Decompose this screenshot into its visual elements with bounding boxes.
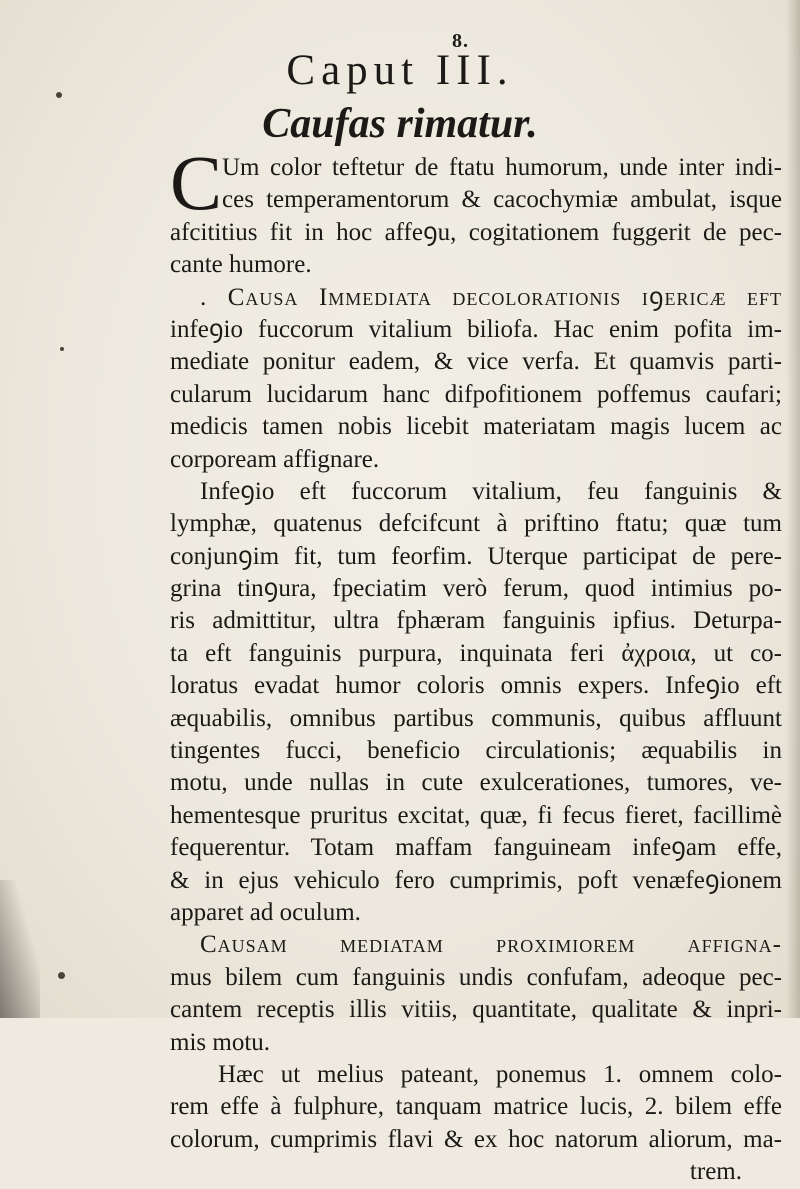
- text-line: Hæc ut melius pateant, ponemus 1. omnem colo-: [218, 1060, 782, 1088]
- paragraph-3: [170, 476, 782, 929]
- paragraph-2: [170, 282, 782, 314]
- page-number: 8.: [452, 30, 469, 52]
- text-line: Infeꝯio eft fuccorum vitalium, feu fanguinis &: [200, 477, 782, 505]
- text-line: tingentes fucci, beneficio circulationis; æquabilis in: [170, 737, 782, 765]
- text-line: conjunꝯim fit, tum feorfim. Uterque participat de pere-: [170, 542, 782, 570]
- text-line: mus bilem cum fanguinis undis confufam, adeoque pec-: [170, 963, 782, 991]
- text-line: cantem receptis illis vitiis, quantitate, qualitate & inpri-: [170, 996, 782, 1024]
- text-line: hementesque pruritus excitat, quæ, fi fecus fieret, facillimè: [170, 801, 782, 829]
- text-line: æquabilis, omnibus partibus communis, quibus affluunt: [170, 704, 782, 732]
- ink-speck: [56, 92, 62, 98]
- text-line: ces temperamentorum & cacochymiæ ambulat, isque: [222, 186, 782, 214]
- text-line: fequerentur. Totam maffam fanguineam infeꝯam effe,: [170, 834, 782, 862]
- thumb-shadow: [0, 880, 40, 1018]
- text-line: mediate ponitur eadem, & vice verfa. Et quamvis parti-: [170, 348, 782, 376]
- text-line: cante humore.: [170, 251, 312, 279]
- text-line: corpoream affignare.: [170, 445, 380, 473]
- text-line: apparet ad oculum.: [170, 898, 361, 926]
- text-line: loratus evadat humor coloris omnis expers. Infeꝯio eft: [170, 672, 782, 700]
- chapter-heading: [0, 46, 800, 95]
- chapter-number: III.: [435, 47, 514, 94]
- text-line: Causam mediatam proximiorem affigna-: [200, 931, 782, 959]
- chapter-word: Caput: [286, 47, 420, 94]
- text-line: medicis tamen nobis licebit materiatam magis lucem ac: [170, 413, 782, 441]
- text-line: infeꝯio fuccorum vitalium biliofa. Hac enim pofita im-: [170, 315, 782, 343]
- text-line: ta eft fanguinis purpura, inquinata feri ἀχροια, ut co-: [170, 639, 782, 667]
- paragraph-5: [170, 1059, 782, 1156]
- chapter-subtitle: Caufas rimatur.: [262, 101, 538, 147]
- text-line: rem effe à fulphure, tanquam matrice lucis, 2. bilem effe: [170, 1093, 782, 1121]
- text-line: & in ejus vehiculo fero cumprimis, poft venæfeꝯionem: [170, 866, 782, 894]
- paragraph-1: [170, 152, 782, 217]
- text-line: lymphæ, quatenus defcifcunt à priftino ftatu; quæ tum: [170, 510, 782, 538]
- drop-cap: C: [170, 139, 223, 226]
- text-line: afcititius fit in hoc affeꝯu, cogitationem fuggerit de pec-: [170, 218, 782, 246]
- ink-speck: [58, 972, 65, 979]
- text-line: cularum lucidarum hanc difpofitionem poffemus caufari;: [170, 380, 782, 408]
- page-edge-shadow: [786, 0, 800, 1018]
- paragraph-2-cont: [170, 314, 782, 476]
- paragraph-1-cont: [170, 217, 782, 282]
- paragraph-4: [170, 929, 782, 1059]
- text-line: Um color teftetur de ftatu humorum, unde inter indi-: [222, 154, 782, 181]
- text-line: ris admittitur, ultra fphæram fanguinis ipfius. Deturpa-: [170, 607, 782, 635]
- text-line: colorum, cumprimis flavi & ex hoc natorum aliorum, ma-: [170, 1125, 782, 1153]
- text-line: mis motu.: [170, 1028, 271, 1056]
- text-line: grina tinꝯura, fpeciatim verò ferum, quod intimius po-: [170, 575, 782, 603]
- text-line: motu, unde nullas in cute exulcerationes, tumores, ve-: [170, 769, 782, 797]
- catchword: trem.: [689, 1158, 742, 1186]
- ink-speck: [60, 347, 64, 351]
- body-text: [170, 152, 782, 1189]
- text-line: . Causa Immediata decolorationis iꝯericæ eft: [200, 283, 782, 311]
